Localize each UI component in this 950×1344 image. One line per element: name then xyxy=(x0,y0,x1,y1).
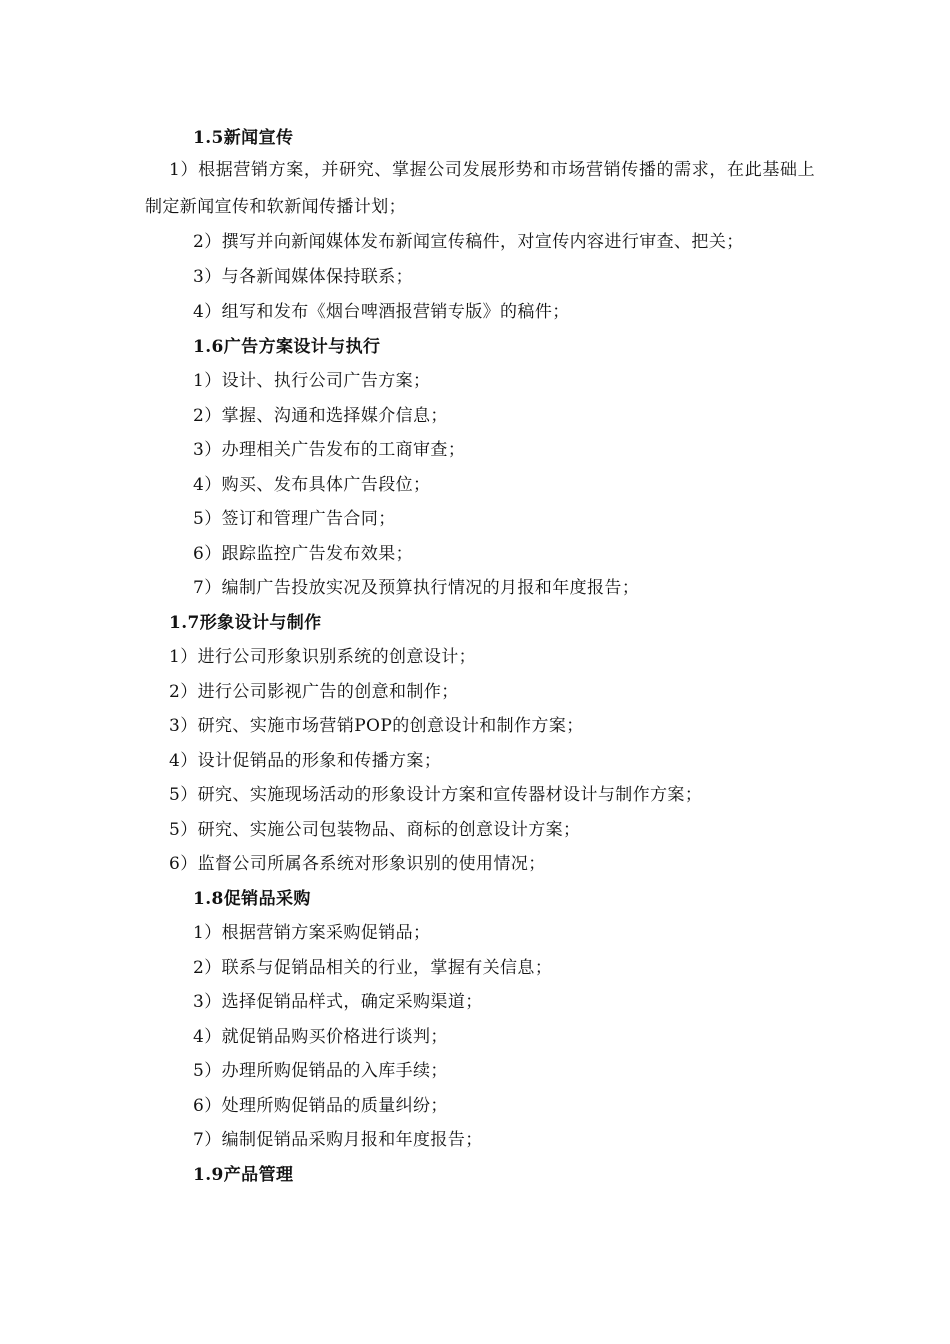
section-1-6-item-4: 4）购买、发布具体广告段位； xyxy=(193,475,431,495)
section-1-7-item-4: 4）设计促销品的形象和传播方案； xyxy=(169,751,442,771)
section-1-6-item-6: 6）跟踪监控广告发布效果； xyxy=(193,544,414,564)
section-1-8-item-2: 2）联系与促销品相关的行业，掌握有关信息； xyxy=(193,958,553,978)
section-1-7-item-1: 1）进行公司形象识别系统的创意设计； xyxy=(169,647,477,667)
section-1-8-item-5: 5）办理所购促销品的入库手续； xyxy=(193,1061,448,1081)
section-1-6-item-7: 7）编制广告投放实况及预算执行情况的月报和年度报告； xyxy=(193,578,640,598)
section-heading-1-5: 1.5新闻宣传 xyxy=(193,128,294,148)
section-1-6-item-3: 3）办理相关广告发布的工商审查； xyxy=(193,440,466,460)
section-1-8-item-3: 3）选择促销品样式，确定采购渠道； xyxy=(193,992,483,1012)
section-heading-1-6: 1.6广告方案设计与执行 xyxy=(193,337,381,357)
section-1-7-item-5b: 5）研究、实施公司包装物品、商标的创意设计方案； xyxy=(169,820,581,840)
section-1-7-item-5: 5）研究、实施现场活动的形象设计方案和宣传器材设计与制作方案； xyxy=(169,785,703,805)
section-1-8-item-6: 6）处理所购促销品的质量纠纷； xyxy=(193,1096,448,1116)
section-1-6-item-1: 1）设计、执行公司广告方案； xyxy=(193,371,431,391)
section-1-5-paragraph-1: 1）根据营销方案，并研究、掌握公司发展形势和市场营销传播的需求，在此基础上制定新闻宣传和软新闻传播计划； xyxy=(145,160,815,217)
section-1-6-item-5: 5）签订和管理广告合同； xyxy=(193,509,396,529)
section-1-7-item-2: 2）进行公司影视广告的创意和制作； xyxy=(169,682,459,702)
section-1-7-item-3: 3）研究、实施市场营销POP的创意设计和制作方案； xyxy=(169,716,584,736)
section-1-8-item-7: 7）编制促销品采购月报和年度报告； xyxy=(193,1130,483,1150)
section-1-5-item-2: 2）撰写并向新闻媒体发布新闻宣传稿件，对宣传内容进行审查、把关； xyxy=(193,232,744,252)
section-1-5-item-4: 4）组写和发布《烟台啤酒报营销专版》的稿件； xyxy=(193,302,570,322)
section-1-8-item-1: 1）根据营销方案采购促销品； xyxy=(193,923,431,943)
section-heading-1-9: 1.9产品管理 xyxy=(193,1165,294,1185)
section-1-8-item-4: 4）就促销品购买价格进行谈判； xyxy=(193,1027,448,1047)
section-heading-1-7: 1.7形象设计与制作 xyxy=(169,613,322,633)
section-1-6-item-2: 2）掌握、沟通和选择媒介信息； xyxy=(193,406,448,426)
section-1-5-item-3: 3）与各新闻媒体保持联系； xyxy=(193,267,414,287)
section-1-7-item-6: 6）监督公司所属各系统对形象识别的使用情况； xyxy=(169,854,546,874)
section-heading-1-8: 1.8促销品采购 xyxy=(193,889,311,909)
